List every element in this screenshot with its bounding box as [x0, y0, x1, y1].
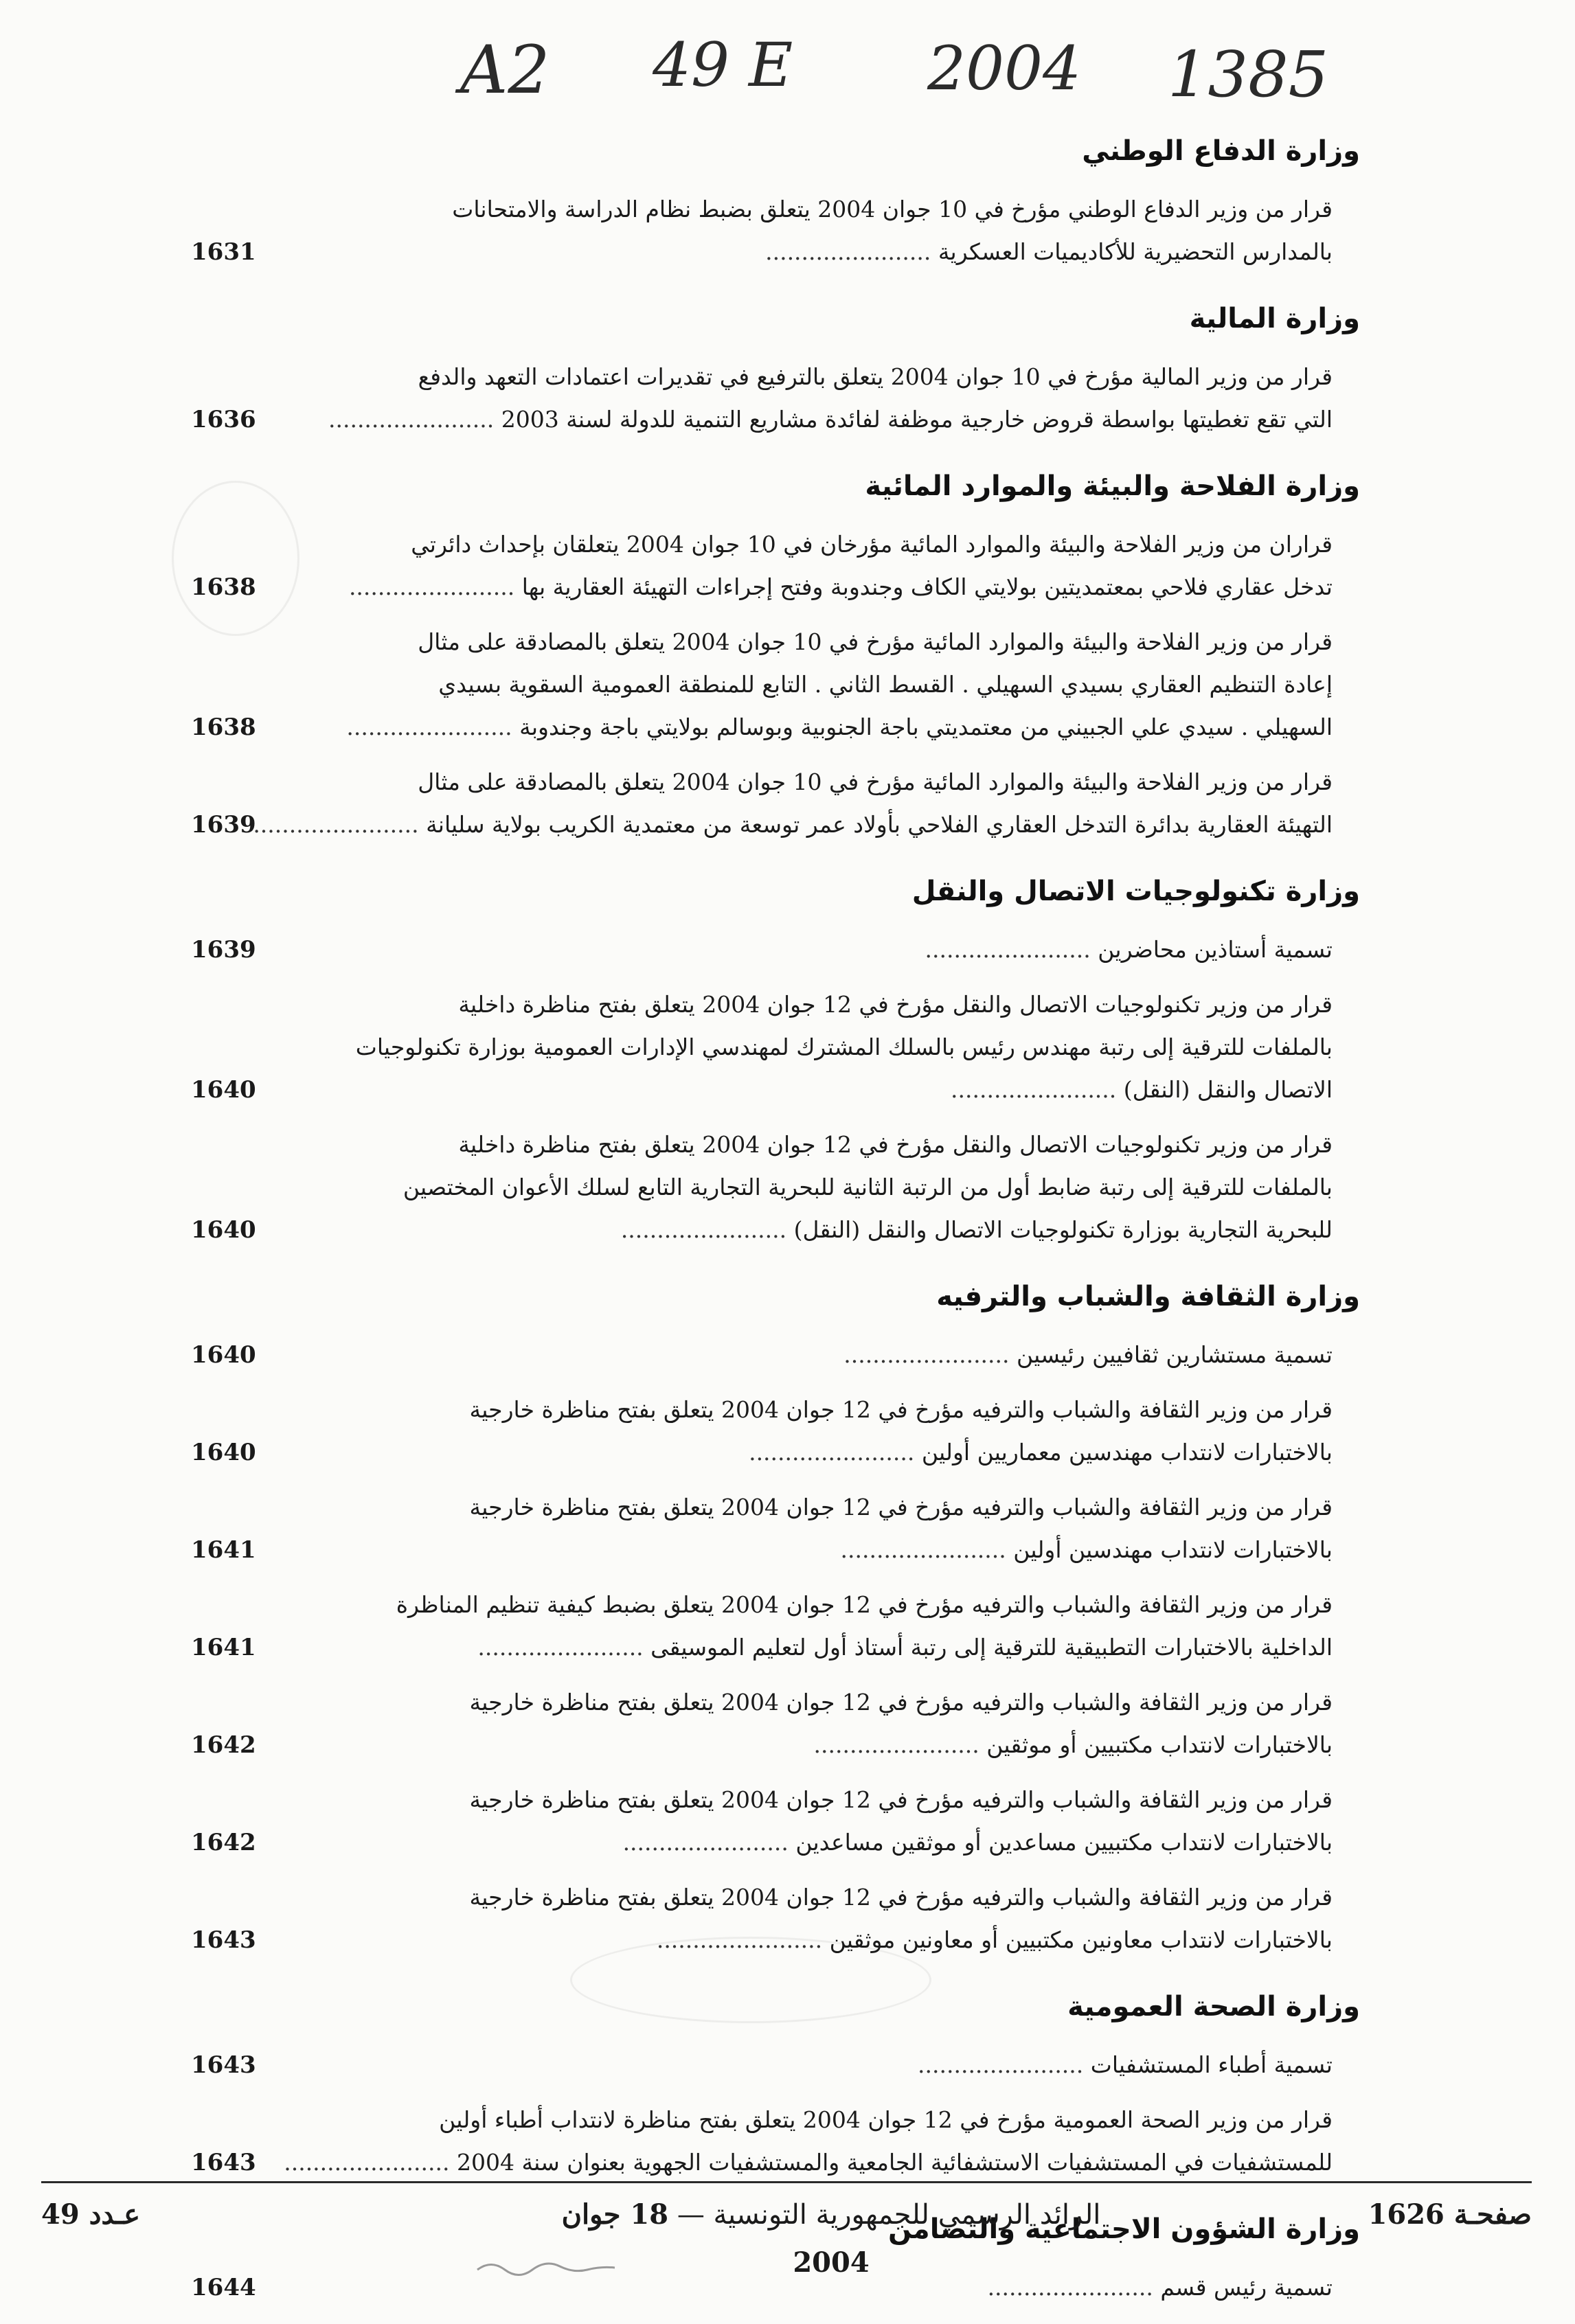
handwritten-part-2: 49 E [653, 30, 793, 100]
entry-text-line: قرار من وزير الثقافة والشباب والترفيه مؤرخ في 12 جوان 2004 يتعلق بفتح مناظرة خارجية [469, 1494, 1333, 1520]
entry-page-number: 1640 [191, 1341, 256, 1369]
entry-page-number: 1643 [191, 2051, 256, 2079]
entry-text-line: الداخلية بالاختبارات التطبيقية للترقية إلى رتبة أستاذ أول لتعليم الموسيقى ..... [275, 1626, 1333, 1669]
ministry-heading: وزارة الفلاحة والبيئة والموارد المائية [865, 470, 1360, 502]
ministry-section [185, 1269, 1360, 1961]
entry-text-line: بالاختبارات لانتداب مكتبيين أو موثقين ..... [275, 1724, 1333, 1766]
entry-page-number: 1640 [191, 1076, 256, 1104]
entry-text-line: قرار من وزير الفلاحة والبيئة والموارد المائية مؤرخ في 10 جوان 2004 يتعلق بالمصادقة على مثال [418, 768, 1333, 795]
footer-publication-name: الرائد الرسمي للجمهورية التونسية — [677, 2199, 1101, 2231]
toc-entry [185, 1334, 1360, 1376]
ministry-section [185, 1979, 1360, 2184]
entry-page-number: 1641 [191, 1634, 256, 1661]
entry-page-number: 1644 [191, 2274, 256, 2301]
entry-page-number: 1638 [191, 714, 256, 741]
entry-page-number: 1643 [191, 2149, 256, 2176]
entry-page-number: 1639 [191, 936, 256, 964]
ministry-heading: وزارة الشؤون الاجتماعية والتضامن [887, 2213, 1360, 2245]
ministry-section [185, 864, 1360, 1251]
toc-entry [185, 983, 1360, 1111]
entry-text-line: قرار من وزير تكنولوجيات الاتصال والنقل مؤرخ في 12 جوان 2004 يتعلق بفتح مناظرة داخلية [458, 1131, 1333, 1158]
entry-text-line: قرار من وزير الثقافة والشباب والترفيه مؤرخ في 12 جوان 2004 يتعلق بفتح مناظرة خارجية [469, 1689, 1333, 1716]
handwritten-part-4: 1385 [1168, 38, 1329, 111]
toc-entry [185, 188, 1360, 273]
toc-entry [185, 1486, 1360, 1571]
handwritten-reference-note [446, 21, 1367, 117]
ministry-heading: وزارة الدفاع الوطني [1082, 135, 1360, 167]
entry-text-line: بالمدارس التحضيرية للأكاديميات العسكرية ..... [275, 231, 1333, 273]
entry-text-line: بالاختبارات لانتداب مهندسين أولين ..... [275, 1529, 1333, 1571]
entry-page-number: 1643 [191, 1926, 256, 1954]
entry-text-line: إعادة التنظيم العقاري بسيدي السهيلي . القسط الثاني . التابع للمنطقة العمومية السقوية بسيدي [438, 671, 1333, 698]
toc-entry [185, 1124, 1360, 1251]
toc-entry [185, 1681, 1360, 1766]
toc-entry [185, 929, 1360, 971]
entry-page-number: 1631 [191, 238, 256, 266]
entry-text-line: قرار من وزير الفلاحة والبيئة والموارد المائية مؤرخ في 10 جوان 2004 يتعلق بالمصادقة على مثال [418, 628, 1333, 655]
entry-text-line: بالاختبارات لانتداب مهندسين معماريين أولين ..... [275, 1431, 1333, 1474]
footer-page-number: صفحـة 1626 [1368, 2198, 1532, 2231]
footer-divider [41, 2181, 1532, 2183]
entry-text-line: قرار من وزير الثقافة والشباب والترفيه مؤرخ في 12 جوان 2004 يتعلق بضبط كيفية تنظيم المناظرة [396, 1591, 1333, 1618]
entry-text-line: تسمية مستشارين ثقافيين رئيسين ..... [275, 1334, 1333, 1376]
entry-page-number: 1641 [191, 1536, 256, 1564]
handwritten-part-1: A2 [460, 32, 550, 109]
toc-entry [185, 1584, 1360, 1669]
toc-entry [185, 621, 1360, 749]
table-of-contents [185, 124, 1360, 2321]
entry-text-line: بالاختبارات لانتداب مكتبيين مساعدين أو موثقين مساعدين ..... [275, 1821, 1333, 1864]
toc-entry [185, 761, 1360, 846]
entry-text-line: التي تقع تغطيتها بواسطة قروض خارجية موظفة لفائدة مشاريع التنمية للدولة لسنة 2003 ..... [275, 398, 1333, 441]
entry-text-line: بالملفات للترقية إلى رتبة مهندس رئيس بالسلك المشترك لمهندسي الإدارات العمومية بوزارة تكنولوجيات [355, 1034, 1333, 1060]
entry-text-line: قرار من وزير تكنولوجيات الاتصال والنقل مؤرخ في 12 جوان 2004 يتعلق بفتح مناظرة داخلية [458, 991, 1333, 1018]
toc-entry [185, 2099, 1360, 2184]
entry-text-line: بالملفات للترقية إلى رتبة ضابط أول من الرتبة الثانية للبحرية التجارية التابع لسلك الأعوان المختصين [403, 1174, 1333, 1200]
entry-text-line: التهيئة العقارية بدائرة التدخل العقاري الفلاحي بأولاد عمر توسعة من معتمدية الكريب بولاية سليانة ..... [275, 804, 1333, 846]
toc-entry [185, 1779, 1360, 1864]
entry-page-number: 1640 [191, 1216, 256, 1244]
entry-page-number: 1638 [191, 573, 256, 601]
entry-page-number: 1642 [191, 1829, 256, 1856]
entry-page-number: 1636 [191, 406, 256, 433]
ministry-heading: وزارة الصحة العمومية [1067, 1991, 1360, 2023]
entry-text-line: تدخل عقاري فلاحي بمعتمديتين بولايتي الكاف وجندوبة وفتح إجراءات التهيئة العقارية بها ..... [275, 566, 1333, 608]
entry-text-line: قرار من وزير الثقافة والشباب والترفيه مؤرخ في 12 جوان 2004 يتعلق بفتح مناظرة خارجية [469, 1884, 1333, 1911]
handwritten-part-3: 2004 [927, 33, 1081, 104]
ministry-section [185, 124, 1360, 273]
handwritten-note-svg [446, 21, 1367, 117]
entry-text-line: قرار من وزير الدفاع الوطني مؤرخ في 10 جوان 2004 يتعلق بضبط نظام الدراسة والامتحانات [452, 196, 1333, 223]
entry-text-line: قرار من وزير الثقافة والشباب والترفيه مؤرخ في 12 جوان 2004 يتعلق بفتح مناظرة خارجية [469, 1786, 1333, 1813]
entry-text-line: قراران من وزير الفلاحة والبيئة والموارد المائية مؤرخان في 10 جوان 2004 يتعلقان بإحداث دائرتي [411, 531, 1333, 558]
bottom-scribble-mark [474, 2253, 625, 2280]
page-footer [41, 2191, 1532, 2279]
entry-page-number: 1640 [191, 1439, 256, 1466]
toc-entry [185, 1389, 1360, 1474]
ministry-heading: وزارة تكنولوجيات الاتصال والنقل [911, 876, 1360, 907]
footer-date: 18 جوان 2004 [561, 2198, 870, 2279]
entry-page-number: 1639 [191, 811, 256, 839]
entry-text-line: السهيلي . سيدي علي الجبيني من معتمديتي باجة الجنوبية وبوسالم بولايتي باجة وجندوبة ..... [275, 706, 1333, 749]
entry-text-line: قرار من وزير المالية مؤرخ في 10 جوان 2004 يتعلق بالترفيع في تقديرات اعتمادات التعهد والدفع [418, 363, 1333, 390]
ministry-section [185, 291, 1360, 441]
entry-text-line: للمستشفيات في المستشفيات الاستشفائية الجامعية والمستشفيات الجهوية بعنوان سنة 2004 ..... [275, 2141, 1333, 2184]
entry-text-line: للبحرية التجارية بوزارة تكنولوجيات الاتصال والنقل (النقل) ..... [275, 1209, 1333, 1251]
footer-issue-number: عـدد 49 [41, 2198, 140, 2231]
entry-text-line: بالاختبارات لانتداب معاونين مكتبيين أو معاونين موثقين ..... [275, 1919, 1333, 1961]
toc-entry [185, 523, 1360, 608]
ministry-heading: وزارة الثقافة والشباب والترفيه [936, 1281, 1360, 1312]
entry-page-number: 1642 [191, 1731, 256, 1759]
ministry-heading: وزارة المالية [1189, 303, 1360, 334]
toc-entry [185, 356, 1360, 441]
toc-entry [185, 2044, 1360, 2086]
entry-text-line: قرار من وزير الصحة العمومية مؤرخ في 12 جوان 2004 يتعلق بفتح مناظرة لانتداب أطباء أولين [439, 2106, 1333, 2133]
entry-text-line: تسمية أطباء المستشفيات ..... [275, 2044, 1333, 2086]
entry-text-line: تسمية رئيس قسم ..... [275, 2266, 1333, 2309]
entry-text-line: الاتصال والنقل (النقل) ..... [275, 1069, 1333, 1111]
entry-text-line: تسمية أستاذين محاضرين ..... [275, 929, 1333, 971]
toc-entry [185, 1876, 1360, 1961]
ministry-section [185, 459, 1360, 846]
entry-text-line: قرار من وزير الثقافة والشباب والترفيه مؤرخ في 12 جوان 2004 يتعلق بفتح مناظرة خارجية [469, 1396, 1333, 1423]
